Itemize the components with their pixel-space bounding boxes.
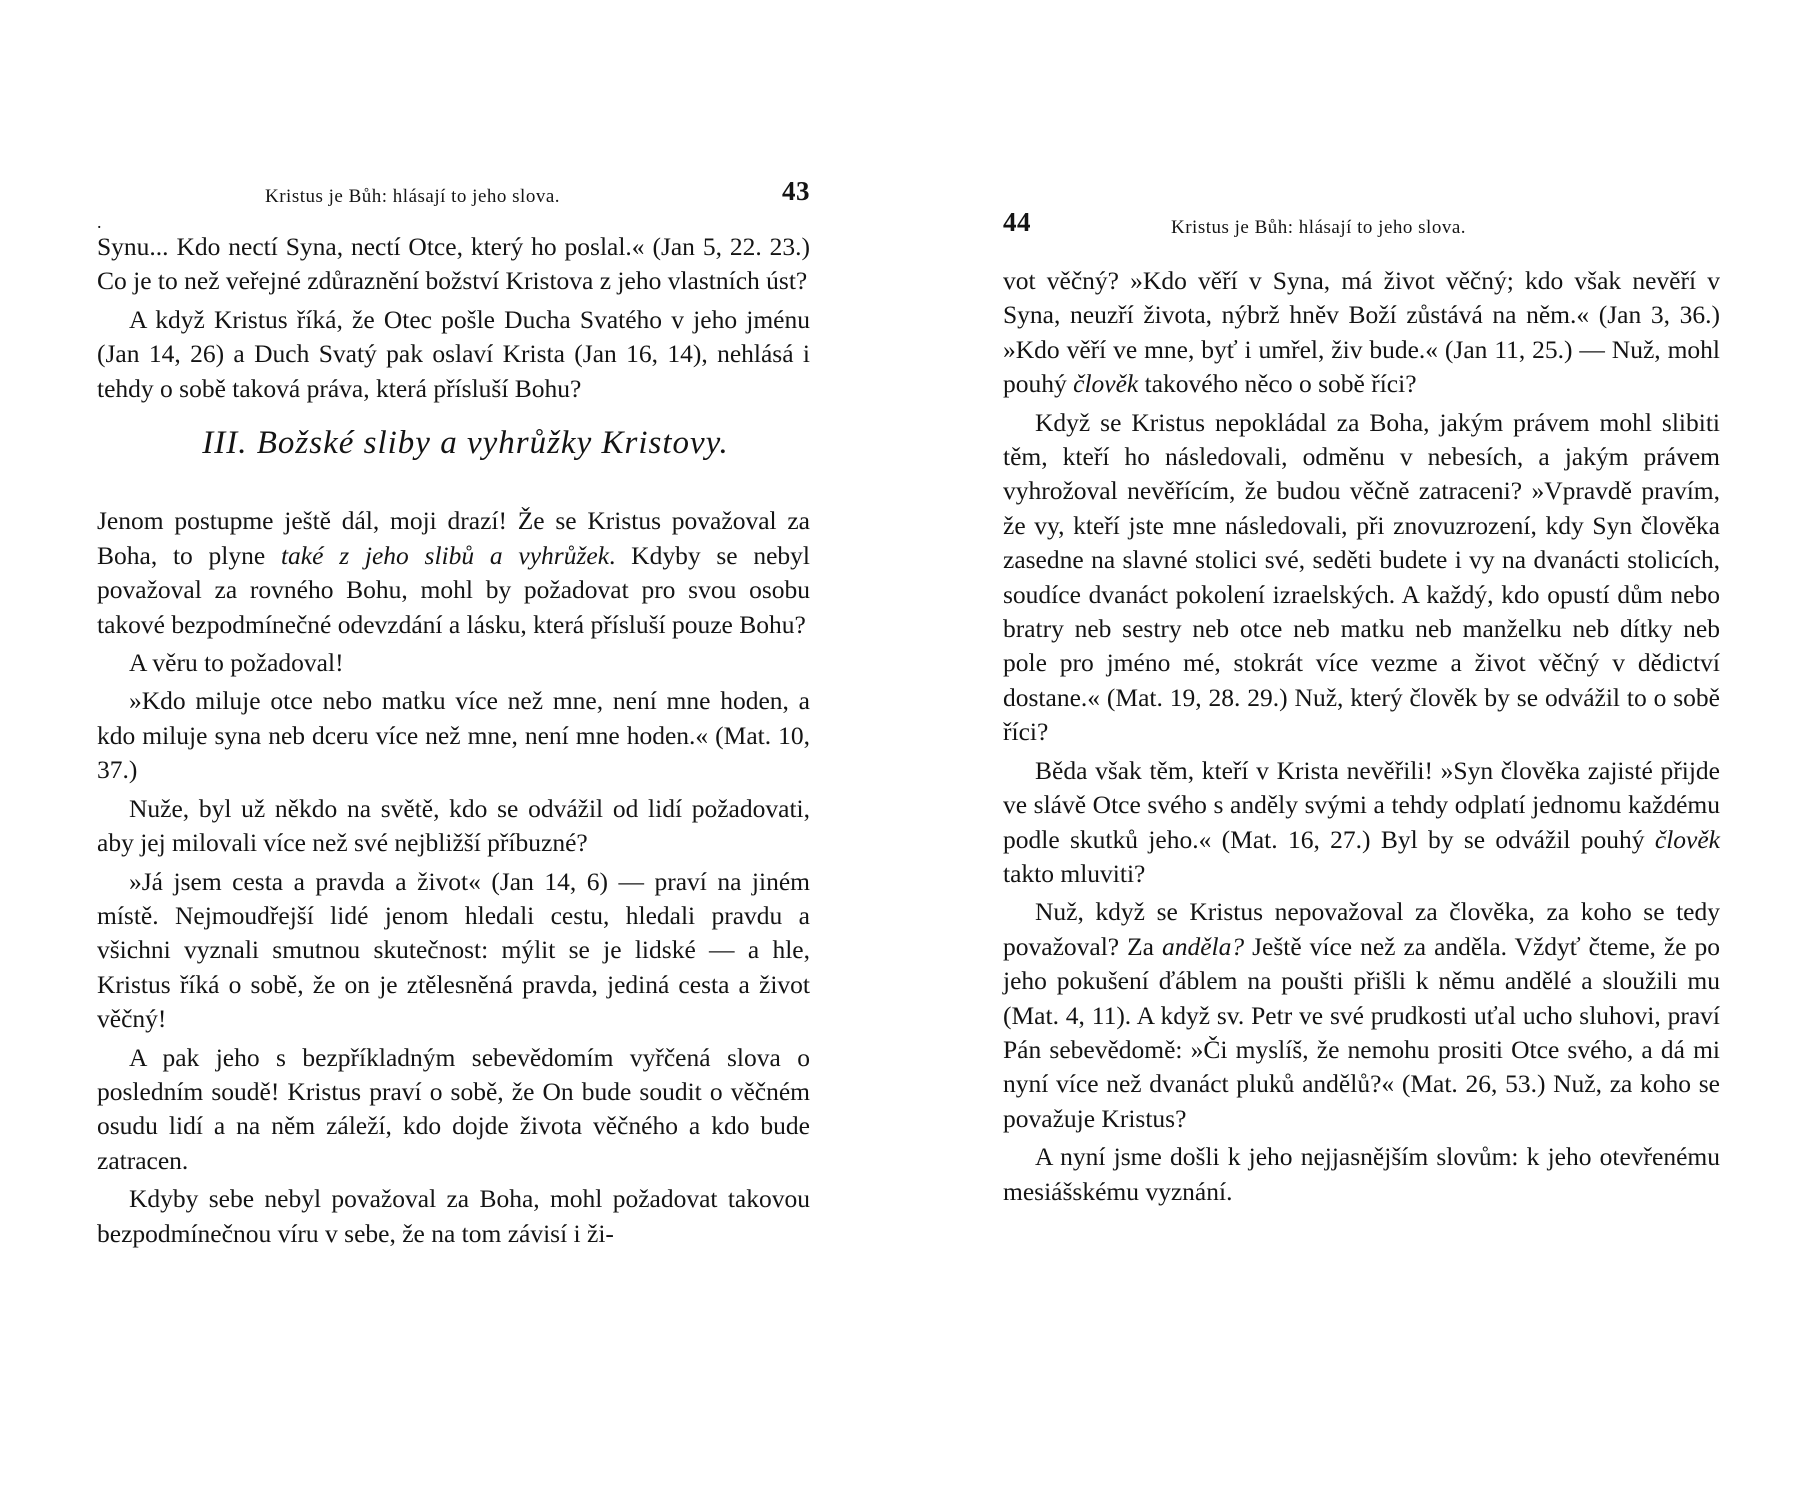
right-paragraph-3: [1003, 754, 1720, 892]
right-p3-text-a: Běda však těm, kteří v Krista nevěřili! »Syn člověka zajisté přijde ve slávě Otce svého s anděly svými a tehdy odplatí jednomu každému podle skutků jeho.« (Mat. 16, 27.) Byl by se odvážil pouhý: [1003, 755, 1720, 854]
right-page-number: 44: [1003, 207, 1031, 237]
left-running-head: [97, 176, 810, 232]
left-section-paragraph-5: »Já jsem cesta a pravda a život« (Jan 14, 6) — praví na jiném místě. Nejmoudřejší lidé jenom hledali cestu, hledali pravdu a všichni vyznali smutnou skutečnost: mýlit se je lidské — a hle, Kristus říká o sobě, že on je ztělesněná pravda, jediná cesta a život věčný!: [97, 866, 810, 1034]
right-p1-text-a: vot věčný? »Kdo věří v Syna, má život věčný; kdo však nevěří v Syna, neuzří života, nýbrž hněv Boží zůstává na něm.« (Jan 3, 36.) »Kdo věří ve mne, byť i umřel, živ bude.« (Jan 11, 25.) — Nuž, mohl pouhý: [1003, 266, 1720, 399]
right-paragraph-4: [1003, 895, 1720, 1136]
left-paragraph-1: Synu... Kdo nectí Syna, nectí Otce, který ho poslal.« (Jan 5, 22. 23.) Co je to než veřejné zdůraznění božství Kristova z jeho vlastních úst?: [97, 232, 810, 296]
left-running-title: Kristus je Bůh: hlásají to jeho slova.: [265, 186, 561, 207]
left-section-p1-text-b: . Kdyby se nebyl považoval za rovného Bohu, mohl by požadovat pro svou osobu takové bezpodmínečné odevzdání a lásku, která přísluší pouze Bohu?: [97, 540, 810, 639]
left-section-paragraph-4: Nuže, byl už někdo na světě, kdo se odvážil od lidí požadovati, aby jej milovali více než své nejbližší příbuzné?: [97, 793, 810, 858]
left-section-paragraph-7: Kdyby sebe nebyl považoval za Boha, mohl požadovat takovou bezpodmínečnou víru v sebe, že na tom závisí i ži-: [97, 1184, 810, 1248]
right-p3-text-b: takto mluviti?: [1003, 858, 1146, 888]
right-paragraph-2: Když se Kristus nepokládal za Boha, jakým právem mohl slibiti těm, kteří ho následovali, odměnu v nebesích, a jakým právem vyhrožoval nevěřícím, že budou věčně zatraceni? »Vpravdě pravím, že vy, kteří jste mne následovali, při znovuzrození, kdy Syn člověka zasedne na slavné stolici své, seděti budete i vy na dvanácti stolicích, soudíce dvanáct pokolení izraelských. A každý, kdo opustí dům nebo bratry neb sestry neb otce neb matku neb manželku neb dítky neb pole pro jméno mé, stokrát více vezme a život věčný v dědictví dostane.« (Mat. 19, 28. 29.) Nuž, který člověk by se odvážil to o sobě říci?: [1003, 407, 1720, 747]
left-section-p1-emphasis: také z jeho slibů a vyhrůžek: [280, 540, 610, 570]
left-section-paragraph-3: »Kdo miluje otce nebo matku více než mne, není mne hoden, a kdo miluje syna neb dceru více než mne, není mne hoden.« (Mat. 10, 37.): [97, 686, 810, 785]
right-p4-text-a: Nuž, když se Kristus nepovažoval za člověka, za koho se tedy považoval? Za: [1003, 897, 1720, 961]
right-page-text: [1003, 264, 1720, 1213]
left-section-p1-text-a: Jenom postupme ještě dál, moji drazí! Že se Kristus považoval za Boha, to plyne: [97, 506, 810, 570]
right-paragraph-1: [1003, 264, 1720, 402]
right-p4-text-b: Ještě více než za anděla. Vždyť čteme, že po jeho pokušení ďáblem na poušti přišli k němu andělé a sloužili mu (Mat. 4, 11). A když sv. Petr ve své prudkosti uťal ucho sluhovi, praví Pán sebevědomě: »Či myslíš, že nemohu prositi Otce svého, a dá mi nyní více než dvanáct pluků andělů?« (Mat. 26, 53.) Nuž, za koho se považuje Kristus?: [1003, 931, 1720, 1133]
right-paragraph-5: A nyní jsme došli k jeho nejjasnějším slovům: k jeho otevřenému mesiášskému vyznání.: [1003, 1142, 1720, 1206]
left-paragraph-2: A když Kristus říká, že Otec pošle Ducha Svatého v jeho jménu (Jan 14, 26) a Duch Svatý pak oslaví Krista (Jan 16, 14), nehlásá i tehdy o sobě taková práva, která přísluší Bohu?: [97, 304, 810, 403]
right-p1-text-b: takového něco o sobě říci?: [1138, 369, 1417, 399]
left-page-number: 43: [782, 176, 810, 206]
left-top-mark: .: [97, 212, 102, 232]
left-page-text: [97, 230, 810, 1251]
left-section-paragraph-2: A věru to požadoval!: [129, 648, 344, 678]
right-p1-emphasis: člověk: [1073, 369, 1139, 399]
right-p4-emphasis: anděla?: [1161, 931, 1245, 961]
right-running-head: [1003, 207, 1720, 247]
right-p3-emphasis: člověk: [1654, 824, 1720, 854]
left-section-paragraph-1: [97, 504, 810, 642]
left-section-paragraph-6: A pak jeho s bezpříkladným sebevědomím vyřčená slova o posledním soudě! Kristus praví o sobě, že On bude soudit o věčném osudu lidí a na něm záleží, kdo dojde života věčného a kdo bude zatracen.: [97, 1042, 810, 1175]
right-running-title: Kristus je Bůh: hlásají to jeho slova.: [1171, 217, 1467, 238]
section-heading: III. Božské sliby a vyhrůžky Kristovy.: [202, 425, 729, 462]
